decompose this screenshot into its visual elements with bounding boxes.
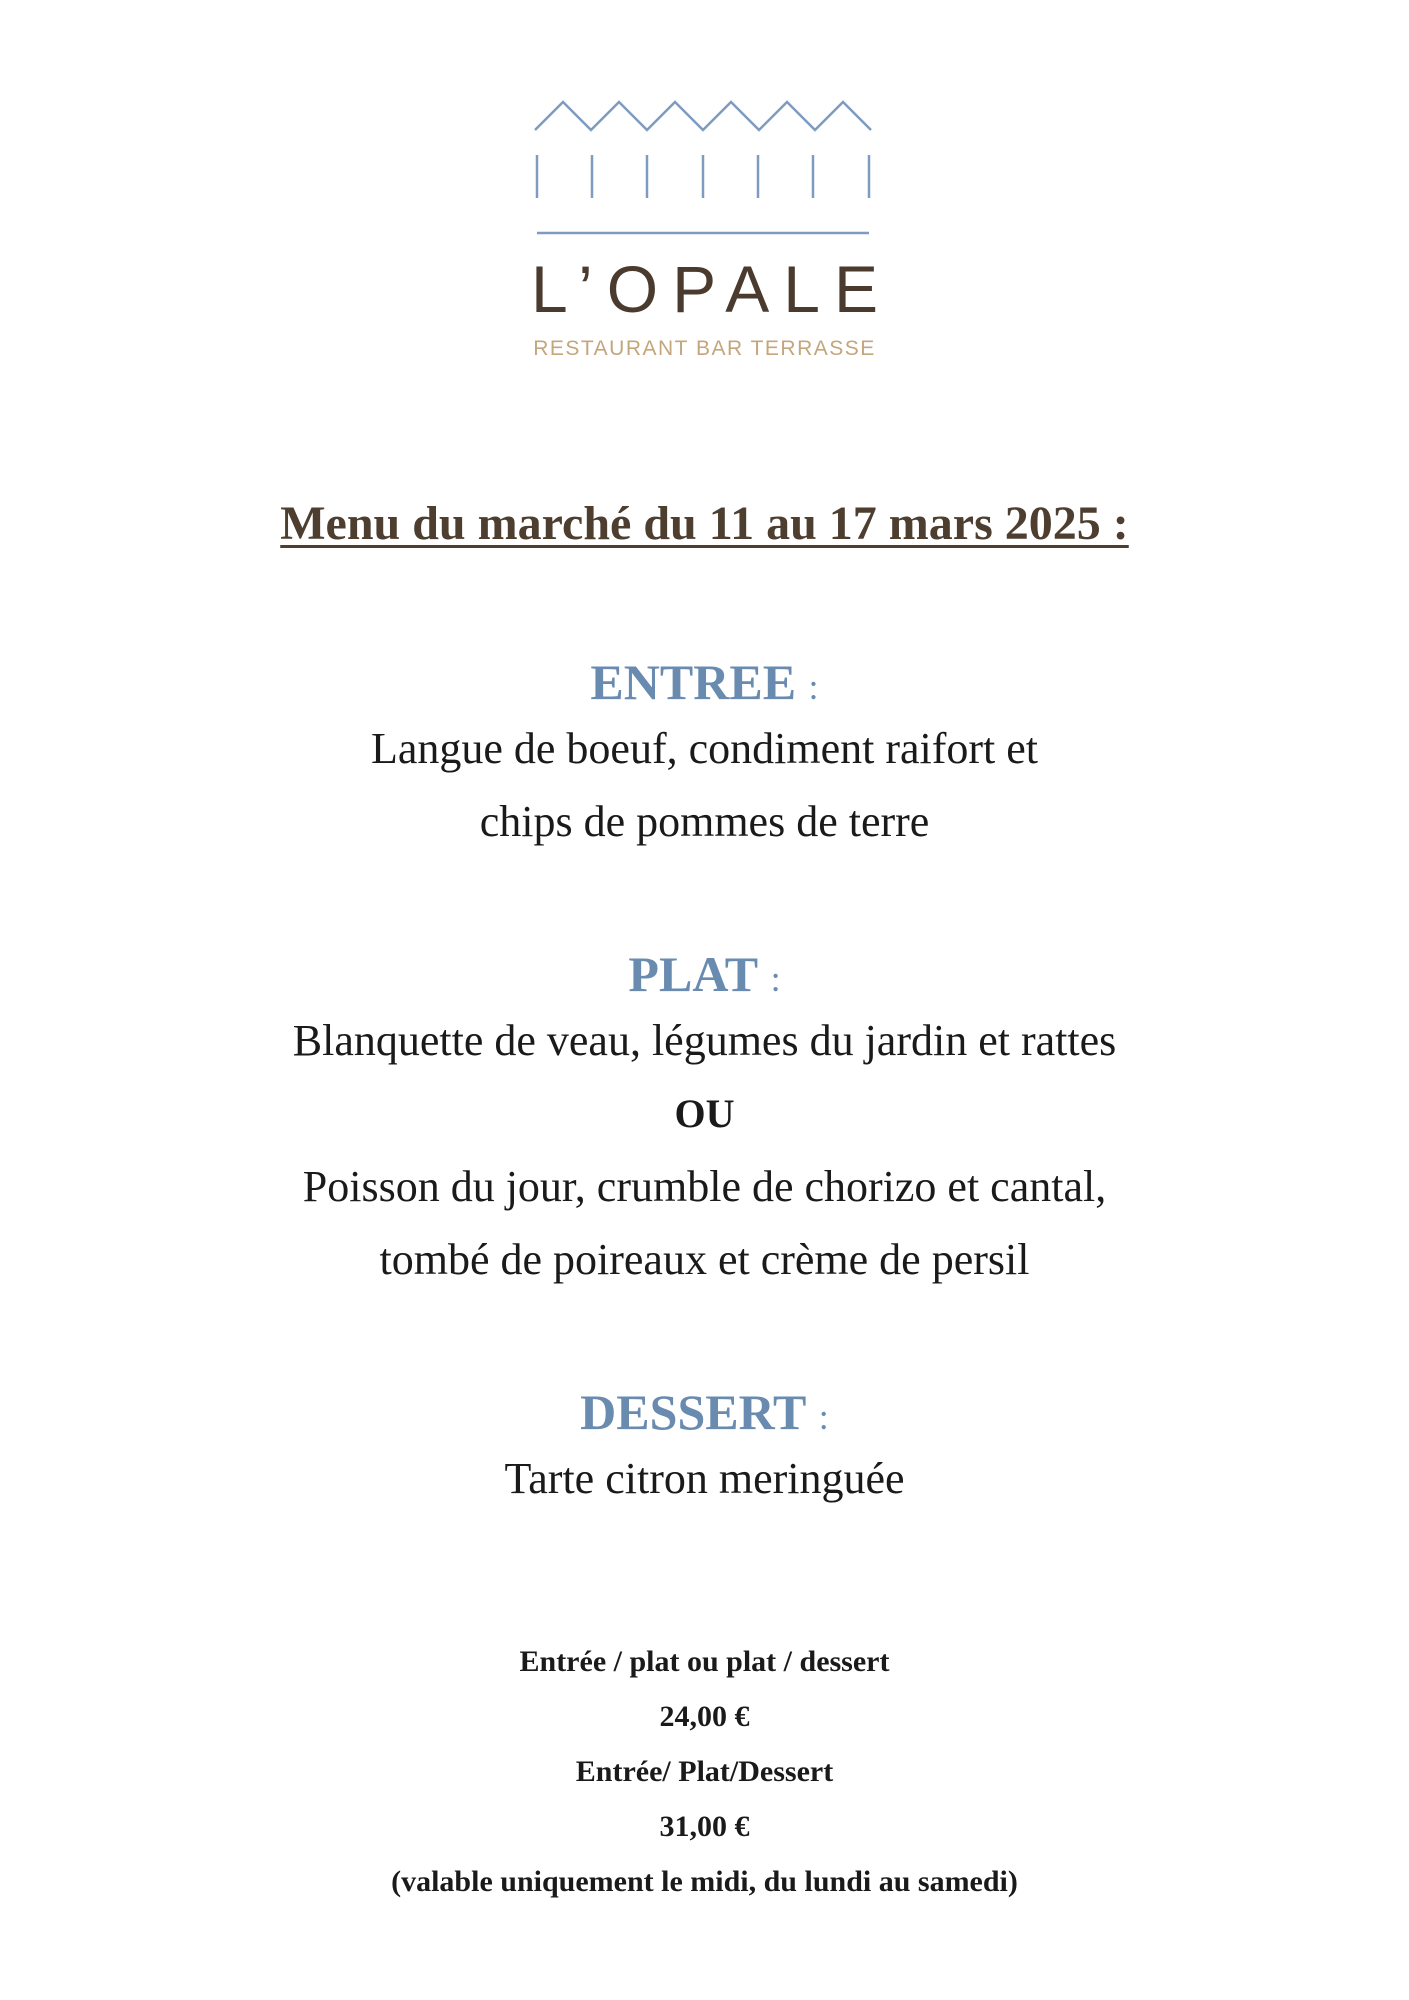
dessert-line-1: Tarte citron meringuée [504, 1454, 905, 1503]
pricing-block [0, 1634, 1409, 1909]
restaurant-logo [0, 100, 1409, 359]
section-plat [0, 944, 1409, 1296]
formula-2-price: 31,00 € [659, 1810, 750, 1843]
plat-heading-colon: : [770, 959, 781, 999]
dessert-heading [0, 1382, 1409, 1442]
entree-heading-word: ENTREE [590, 654, 797, 710]
roof-logo-icon [533, 100, 877, 236]
entree-heading [0, 652, 1409, 712]
entree-line-2: chips de pommes de terre [479, 797, 930, 846]
plat-heading [0, 944, 1409, 1004]
formula-1-label: Entrée / plat ou plat / dessert [519, 1645, 890, 1678]
entree-heading-colon: : [808, 667, 819, 707]
plat-heading-word: PLAT [628, 946, 759, 1002]
formula-2-label: Entrée/ Plat/Dessert [575, 1755, 834, 1788]
entree-line-1: Langue de boeuf, condiment raifort et [370, 724, 1039, 773]
formula-1-price: 24,00 € [659, 1700, 750, 1733]
plat-option2-line-1: Poisson du jour, crumble de chorizo et cantal, [302, 1162, 1107, 1211]
plat-option2-line-2: tombé de poireaux et crème de persil [379, 1235, 1030, 1284]
dessert-heading-colon: : [818, 1397, 829, 1437]
dessert-heading-word: DESSERT [580, 1384, 807, 1440]
restaurant-tagline: RESTAURANT BAR TERRASSE [533, 337, 876, 360]
restaurant-name: L’OPALE [531, 252, 892, 326]
section-entree [0, 652, 1409, 858]
menu-title [0, 498, 1409, 551]
pricing-note: (valable uniquement le midi, du lundi au samedi) [391, 1865, 1018, 1898]
plat-or-label: OU [674, 1091, 735, 1136]
section-dessert [0, 1382, 1409, 1515]
plat-option1-line-1: Blanquette de veau, légumes du jardin et rattes [292, 1016, 1117, 1065]
menu-title-text: Menu du marché du 11 au 17 mars 2025 : [280, 497, 1129, 550]
